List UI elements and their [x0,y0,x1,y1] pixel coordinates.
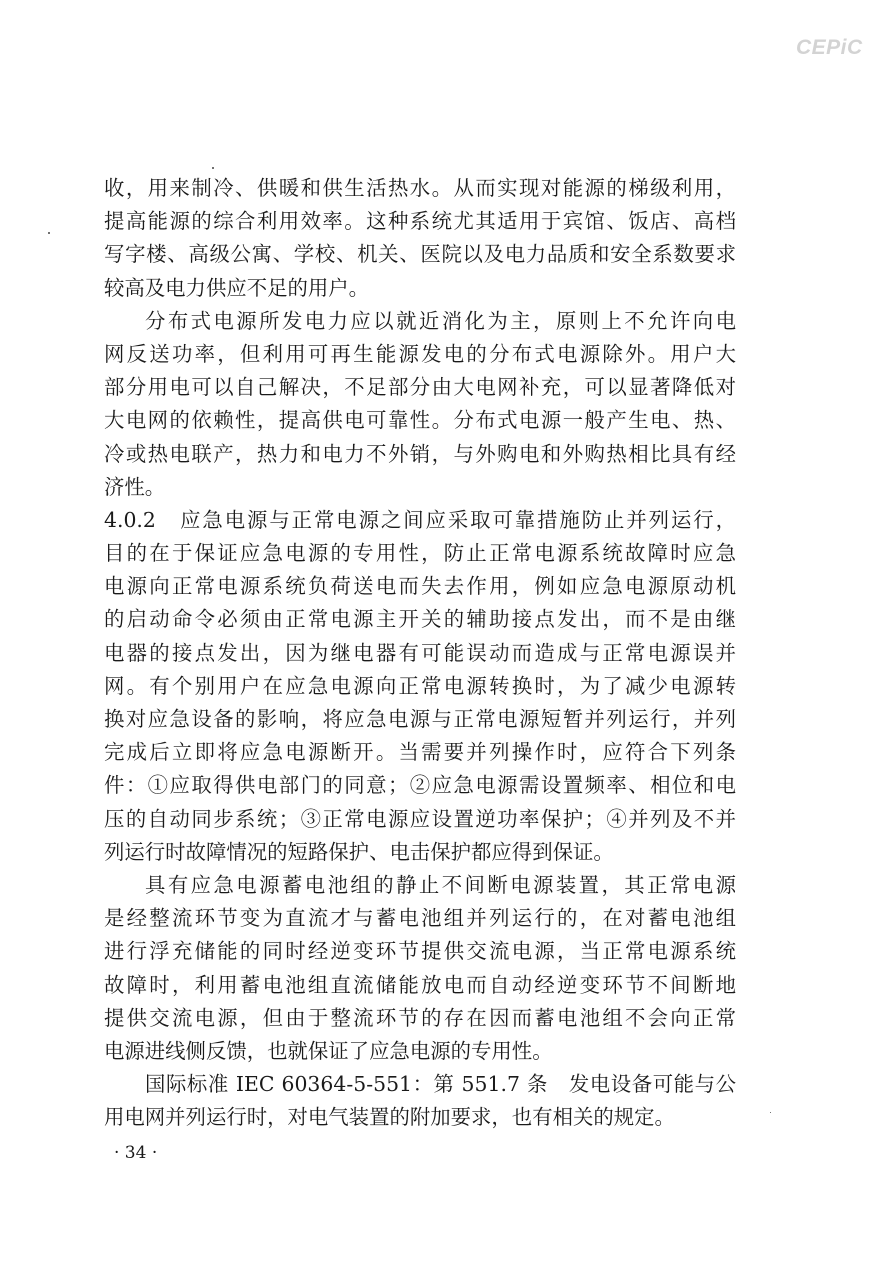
text-line: 大电网的依赖性，提高供电可靠性。分布式电源一般产生电、热、 [104,408,736,433]
text-line: 件：①应取得供电部门的同意；②应急电源需设置频率、相位和电 [104,773,736,798]
text-line: 较高及电力供应不足的用户。 [104,275,370,300]
text-line: 换对应急设备的影响，将应急电源与正常电源短暂并列运行，并列 [104,707,736,731]
text-line: 济性。 [104,474,166,499]
text-line: 4.0.2 应急电源与正常电源之间应采取可靠措施防止并列运行， [104,507,736,532]
text-line: 电器的接点发出，因为继电器有可能误动而造成与正常电源误并 [104,640,736,665]
publisher-logo: CEPiC [796,36,863,59]
text-line: 冷或热电联产，热力和电力不外销，与外购电和外购热相比具有经 [104,441,736,466]
page-number: · 34 · [114,1143,158,1163]
scan-speck [770,1112,771,1113]
text-line: 网。有个别用户在应急电源向正常电源转换时，为了减少电源转 [104,673,736,698]
scan-speck [212,167,214,169]
text-line: 完成后立即将应急电源断开。当需要并列操作时，应符合下列条 [104,740,736,765]
text-line: 进行浮充储能的同时经逆变环节提供交流电源，当正常电源系统 [104,939,736,964]
text-line: 是经整流环节变为直流才与蓄电池组并列运行的，在对蓄电池组 [104,906,736,931]
text-line: 故障时，利用蓄电池组直流储能放电而自动经逆变环节不间断地 [104,972,736,997]
text-line: 目的在于保证应急电源的专用性，防止正常电源系统故障时应急 [104,541,736,566]
scan-speck [48,232,50,234]
text-line: 提供交流电源，但由于整流环节的存在因而蓄电池组不会向正常 [104,1005,736,1030]
text-line: 网反送功率，但利用可再生能源发电的分布式电源除外。用户大 [104,341,736,366]
text-line: 分布式电源所发电力应以就近消化为主，原则上不允许向电 [145,308,736,333]
text-line: 部分用电可以自己解决，不足部分由大电网补充，可以显著降低对 [104,375,736,400]
text-line: 提高能源的综合利用效率。这种系统尤其适用于宾馆、饭店、高档 [104,209,736,234]
text-line: 具有应急电源蓄电池组的静止不间断电源装置，其正常电源 [145,872,736,897]
text-line: 电源向正常电源系统负荷送电而失去作用，例如应急电源原动机 [104,574,736,599]
body-text [104,172,736,1134]
text-line: 列运行时故障情况的短路保护、电击保护都应得到保证。 [104,839,614,864]
text-line: 用电网并列运行时，对电气装置的附加要求，也有相关的规定。 [104,1105,675,1130]
text-line: 压的自动同步系统；③正常电源应设置逆功率保护；④并列及不并 [104,806,736,831]
text-line: 收，用来制冷、供暖和供生活热水。从而实现对能源的梯级利用， [104,176,736,200]
text-line: 国际标准 IEC 60364-5-551：第 551.7 条 发电设备可能与公 [145,1072,736,1097]
text-line: 的启动命令必须由正常电源主开关的辅助接点发出，而不是由继 [104,607,736,632]
text-line: 写字楼、高级公寓、学校、机关、医院以及电力品质和安全系数要求 [104,242,736,267]
text-line: 电源进线侧反馈，也就保证了应急电源的专用性。 [104,1038,553,1063]
